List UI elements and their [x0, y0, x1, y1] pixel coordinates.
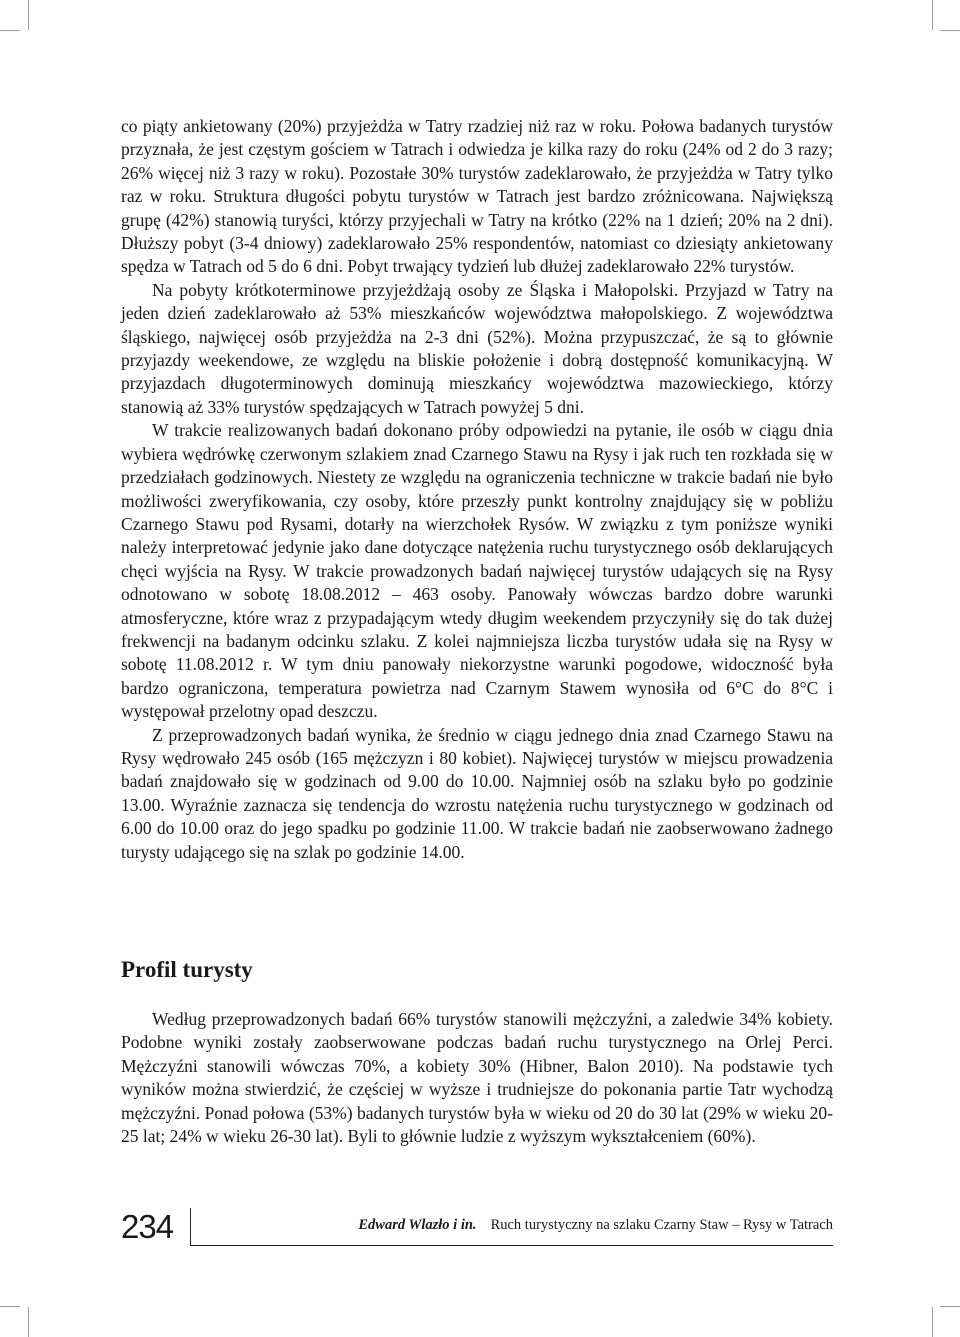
crop-mark [932, 1307, 933, 1337]
section-body-text [121, 1008, 833, 1148]
body-text [121, 115, 833, 864]
crop-mark [0, 30, 20, 31]
footer-rule [190, 1245, 833, 1246]
section-heading: Profil turysty [121, 957, 253, 982]
paragraph: Według przeprowadzonych badań 66% turystów stanowili mężczyźni, a zaledwie 34% kobiety. Podobne wyniki zostały zaobserwowane podczas badań ruchu turystycznego na Orlej Perci. Mężczyźni stanowili wówczas 70%, a kobiety 30% (Hibner, Balon 2010). Na podstawie tych wyników można stwierdzić, że częściej w wyższe i trudniejsze do pokonania partie Tatr wychodzą mężczyźni. Ponad połowa (53%) badanych turystów była w wieku od 20 do 30 lat (29% w wieku 20-25 lat; 24% w wieku 26-30 lat). Byli to głównie ludzie z wyższym wykształceniem (60%). [121, 1009, 833, 1147]
paragraph: W trakcie realizowanych badań dokonano próby odpowiedzi na pytanie, ile osób w ciągu dnia wybiera wędrówkę czerwonym szlakiem znad Czarnego Stawu na Rysy i jak ruch ten rozkłada się w przedziałach godzinowych. Niestety ze względu na ograniczenia techniczne w trakcie badań nie było możliwości zweryfikowania, czy osoby, które przeszły punkt kontrolny znajdujący się w pobliżu Czarnego Stawu pod Rysami, dotarły na wierzchołek Rysów. W związku z tym poniższe wyniki należy interpretować jedynie jako dane dotyczące natężenia ruchu turystycznego osób deklarujących chęci wyjścia na Rysy. W trakcie prowadzonych badań najwięcej turystów udających się na Rysy odnotowano w sobotę 18.08.2012 – 463 osoby. Panowały wówczas bardzo dobre warunki atmosferyczne, które wraz z przypadającym wtedy długim weekendem przyczyniły się do tak dużej frekwencji na badanym odcinku szlaku. Z kolei najmniejsza liczba turystów udała się na Rysy w sobotę 11.08.2012 r. W tym dniu panowały niekorzystne warunki pogodowe, widoczność była bardzo ograniczona, temperatura powietrza nad Czarnym Stawem wynosiła od 6°C do 8°C i występował przelotny opad deszczu. [121, 420, 833, 722]
paragraph: Na pobyty krótkoterminowe przyjeżdżają osoby ze Śląska i Małopolski. Przyjazd w Tatry na jeden dzień zadeklarowało aż 53% mieszkańców województwa małopolskiego. Z województwa śląskiego, najwięcej osób przyjeżdża na 2-3 dni (52%). Można przypuszczać, że są to głównie przyjazdy weekendowe, ze względu na bliskie położenie i dobrą dostępność komunikacyjną. W przyjazdach długoterminowych dominują mieszkańcy województwa mazowieckiego, którzy stanowią aż 33% turystów spędzających w Tatrach powyżej 5 dni. [121, 279, 833, 417]
crop-mark [28, 0, 29, 30]
paragraph: Z przeprowadzonych badań wynika, że średnio w ciągu jednego dnia znad Czarnego Stawu na Rysy wędrowało 245 osób (165 mężczyzn i 80 kobiet). Najwięcej turystów w miejscu prowadzenia badań znajdowało się w godzinach od 9.00 do 10.00. Najmniej osób na szlaku było po godzinie 13.00. Wyraźnie zaznacza się tendencja do wzrostu natężenia ruchu turystycznego w godzinach od 6.00 do 10.00 oraz do jego spadku po godzinie 11.00. W trakcie badań nie zaobserwowano żadnego turysty udającego się na szlak po godzinie 14.00. [121, 724, 833, 862]
crop-mark [940, 30, 960, 31]
footer-title: Ruch turystyczny na szlaku Czarny Staw – Rysy w Tatrach [490, 1217, 833, 1233]
running-footer [358, 1217, 833, 1234]
footer-rule [190, 1208, 191, 1246]
crop-mark [940, 1306, 960, 1307]
crop-mark [0, 1306, 20, 1307]
footer-author: Edward Wlazło i in. [358, 1217, 477, 1233]
paragraph: co piąty ankietowany (20%) przyjeżdża w Tatry rzadziej niż raz w roku. Połowa badanych turystów przyznała, że jest częstym gościem w Tatrach i odwiedza je kilka razy do roku (24% od 2 do 3 razy; 26% więcej niż 3 razy w roku). Pozostałe 30% turystów zadeklarowało, że przyjeżdża w Tatry tylko raz w roku. Struktura długości pobytu turystów w Tatrach jest bardzo zróżnicowana. Największą grupę (42%) stanowią turyści, którzy przyjechali w Tatry na krótko (22% na 1 dzień; 20% na 2 dni). Dłuższy pobyt (3-4 dniowy) zadeklarowało 25% respondentów, natomiast co dziesiąty ankietowany spędza w Tatrach od 5 do 6 dni. Pobyt trwający tydzień lub dłużej zadeklarowało 22% turystów. [121, 116, 833, 277]
page-number: 234 [121, 1208, 174, 1245]
crop-mark [932, 0, 933, 30]
crop-mark [28, 1307, 29, 1337]
